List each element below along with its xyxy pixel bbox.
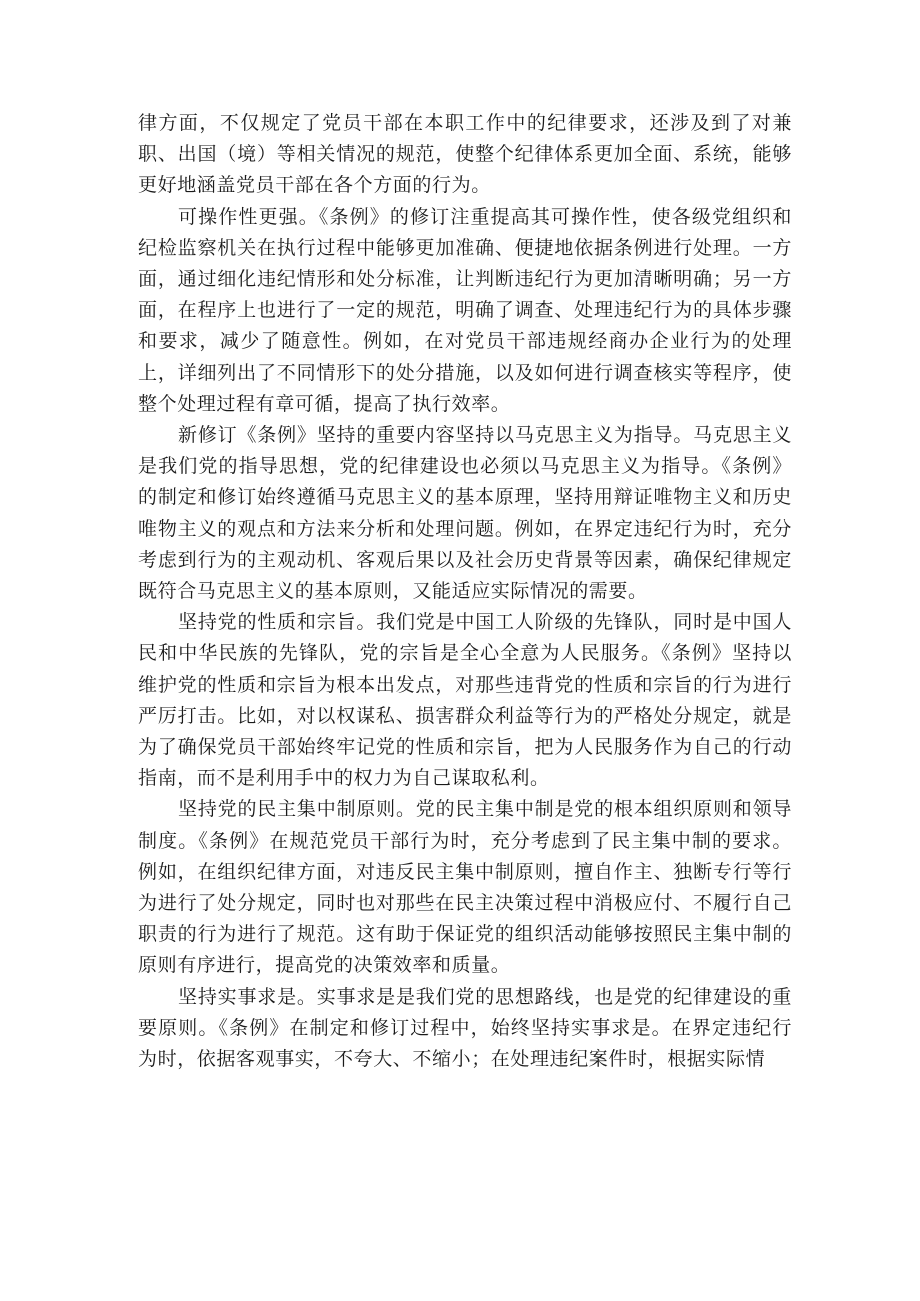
paragraph-seeking-truth: 坚持实事求是。实事求是是我们党的思想路线，也是党的纪律建设的重要原则。《条例》在制定和修订过程中，始终坚持实事求是。在界定违纪行为时，依据客观事实，不夸大、不缩小；在处理违纪案件时，根据实际情 [138,985,792,1071]
paragraph-marxism: 新修订《条例》坚持的重要内容坚持以马克思主义为指导。马克思主义是我们党的指导思想，党的纪律建设也必须以马克思主义为指导。《条例》的制定和修订始终遵循马克思主义的基本原理，坚持用辩证唯物主义和历史唯物主义的观点和方法来分析和处理问题。例如，在界定违纪行为时，充分考虑到行为的主观动机、客观后果以及社会历史背景等因素，确保纪律规定既符合马克思主义的基本原则，又能适应实际情况的需要。 [138,424,792,603]
paragraph-operability: 可操作性更强。《条例》的修订注重提高其可操作性，使各级党组织和纪检监察机关在执行过程中能够更加准确、便捷地依据条例进行处理。一方面，通过细化违纪情形和处分标准，让判断违纪行为更加清晰明确；另一方面，在程序上也进行了一定的规范，明确了调查、处理违纪行为的具体步骤和要求，减少了随意性。例如，在对党员干部违规经商办企业行为的处理上，详细列出了不同情形下的处分措施，以及如何进行调查核实等程序，使整个处理过程有章可循，提高了执行效率。 [138,205,792,415]
document-body [138,108,792,1075]
paragraph-continuation: 律方面，不仅规定了党员干部在本职工作中的纪律要求，还涉及到了对兼职、出国（境）等相关情况的规范，使整个纪律体系更加全面、系统，能够更好地涵盖党员干部在各个方面的行为。 [138,112,792,197]
paragraph-democratic-centralism: 坚持党的民主集中制原则。党的民主集中制是党的根本组织原则和领导制度。《条例》在规范党员干部行为时，充分考虑到了民主集中制的要求。例如，在组织纪律方面，对违反民主集中制原则，擅自作主、独断专行等行为进行了处分规定，同时也对那些在民主决策过程中消极应付、不履行自己职责的行为进行了规范。这有助于保证党的组织活动能够按照民主集中制的原则有序进行，提高党的决策效率和质量。 [138,798,792,977]
paragraph-party-nature: 坚持党的性质和宗旨。我们党是中国工人阶级的先锋队，同时是中国人民和中华民族的先锋队，党的宗旨是全心全意为人民服务。《条例》坚持以维护党的性质和宗旨为根本出发点，对那些违背党的性质和宗旨的行为进行严厉打击。比如，对以权谋私、损害群众利益等行为的严格处分规定，就是为了确保党员干部始终牢记党的性质和宗旨，把为人民服务作为自己的行动指南，而不是利用手中的权力为自己谋取私利。 [138,611,792,790]
